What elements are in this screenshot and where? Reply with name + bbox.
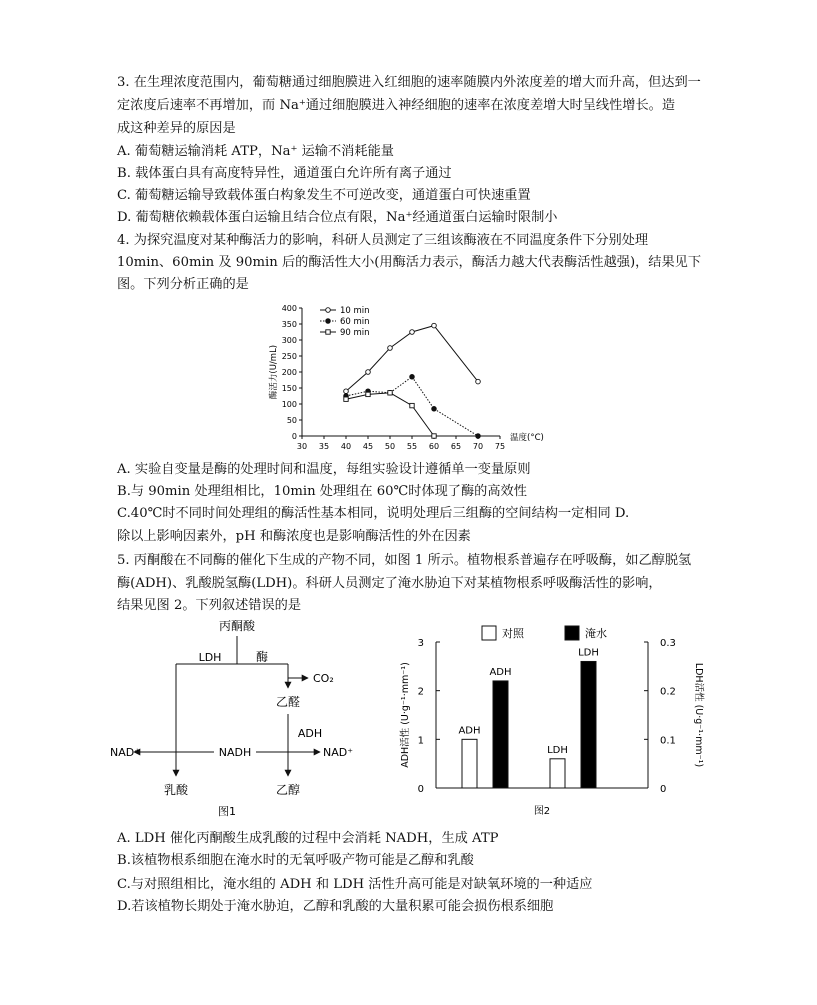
line-chart-legend — [320, 306, 370, 338]
y-tick-label: 400 — [281, 304, 297, 313]
q5-option-a: A. LDH 催化丙酮酸生成乳酸的过程中会消耗 NADH，生成 ATP — [117, 831, 499, 846]
x-tick-label: 35 — [318, 442, 330, 451]
x-tick-label: 30 — [296, 442, 308, 451]
y-tick-label: 250 — [281, 352, 297, 361]
q4-option-b: B.与 90min 处理组相比，10min 处理组在 60℃时体现了酶的高效性 — [117, 484, 527, 499]
q4-option-a: A. 实验自变量是酶的处理时间和温度，每组实验设计遵循单一变量原则 — [117, 462, 531, 477]
y-tick-label: 300 — [281, 336, 297, 345]
bar-ADH-淹水 — [493, 681, 508, 788]
bar-chart-axes — [399, 638, 705, 817]
x-tick-label: 75 — [494, 442, 506, 451]
left-tick-label: 0 — [417, 784, 424, 795]
right-axis-label: LDH活性 (U·g⁻¹·mm⁻¹) — [693, 662, 704, 768]
data-point — [432, 434, 436, 438]
nad-right-label: NAD⁺ — [323, 746, 354, 759]
pyruvate-pathway-diagram — [110, 612, 370, 822]
enzyme-activity-line-chart — [260, 296, 560, 456]
q3-stem-line-3: 成这种差异的原因是 — [117, 121, 236, 136]
lactic-acid-label: 乳酸 — [163, 783, 189, 797]
legend-marker — [326, 330, 330, 334]
bar-chart-bars — [458, 647, 598, 788]
legend-swatch-flooded — [565, 626, 579, 640]
q4-option-d-cont: 除以上影响因素外，pH 和酶浓度也是影响酶活性的外在因素 — [117, 529, 471, 544]
q5-option-d: D.若该植物长期处于淹水胁迫，乙醇和乳酸的大量积累可能会损伤根系细胞 — [117, 899, 554, 914]
data-point — [344, 397, 348, 401]
right-tick-label: 0.1 — [660, 735, 676, 747]
bar-label: LDH — [578, 647, 599, 659]
respiratory-enzyme-bar-chart — [392, 616, 712, 822]
bar-LDH-对照 — [550, 759, 565, 788]
legend-label-flooded: 淹水 — [585, 627, 607, 640]
legend-label: 90 min — [340, 328, 370, 338]
x-tick-label: 60 — [428, 442, 440, 451]
bar-LDH-淹水 — [581, 661, 596, 788]
right-tick-label: 0 — [660, 784, 667, 795]
q4-option-c: C.40℃时不同时间处理组的酶活性基本相同，说明处理后三组酶的空间结构一定相同 D. — [117, 506, 630, 521]
q4-stem-line-1: 4. 为探究温度对某种酶活力的影响，科研人员测定了三组该酶液在不同温度条件下分别处理 — [117, 233, 649, 248]
y-tick-label: 200 — [281, 368, 297, 377]
y-tick-label: 150 — [281, 384, 297, 393]
line-chart-axes — [268, 304, 544, 451]
y-tick-label: 100 — [281, 400, 297, 409]
pyruvate-label: 丙酮酸 — [218, 619, 256, 633]
q5-stem-line-3: 结果见图 2。下列叙述错误的是 — [117, 598, 302, 613]
data-point — [344, 389, 349, 394]
data-point — [476, 379, 481, 384]
data-point — [366, 370, 371, 375]
bar-chart-legend — [482, 626, 607, 640]
q3-option-c: C. 葡萄糖运输导致载体蛋白构象发生不可逆改变，通道蛋白可快速重置 — [117, 188, 531, 203]
bar-label: ADH — [458, 725, 481, 737]
q4-stem-line-2: 10min、60min 及 90min 后的酶活性大小(用酶活力表示，酶活力越大代表酶活性越强)，结果见下 — [117, 255, 702, 270]
figure-2-caption: 图2 — [533, 806, 551, 817]
data-point — [410, 375, 415, 380]
y-axis-label: 酶活力(U/mL) — [269, 344, 279, 400]
q5-stem-line-1: 5. 丙酮酸在不同酶的催化下生成的产物不同，如图 1 所示。植物根系普遍存在呼吸酶，如乙醇脱氢 — [117, 553, 692, 568]
x-tick-label: 50 — [384, 442, 396, 451]
x-tick-label: 70 — [472, 442, 484, 451]
q5-option-b: B.该植物根系细胞在淹水时的无氧呼吸产物可能是乙醇和乳酸 — [117, 853, 474, 868]
nad-left-label: NAD⁺ — [110, 746, 141, 759]
data-point — [410, 403, 414, 407]
legend-label: 60 min — [340, 317, 370, 327]
right-tick-label: 0.2 — [660, 686, 676, 698]
acetaldehyde-label: 乙醛 — [275, 695, 301, 709]
ldh-label: LDH — [198, 651, 222, 664]
data-point — [410, 330, 415, 335]
left-tick-label: 2 — [417, 686, 424, 698]
ethanol-label: 乙醇 — [275, 783, 301, 797]
y-tick-label: 50 — [286, 416, 297, 425]
data-point — [432, 323, 437, 328]
x-tick-label: 40 — [340, 442, 352, 451]
legend-swatch-control — [482, 626, 496, 640]
enzyme-label: 酶 — [255, 650, 269, 664]
x-axis-label: 温度(°C) — [510, 433, 544, 443]
left-tick-label: 1 — [417, 735, 424, 747]
co2-label: CO₂ — [313, 672, 334, 685]
legend-label: 10 min — [340, 306, 370, 316]
x-tick-label: 45 — [362, 442, 374, 451]
q3-stem-line-1: 3. 在生理浓度范围内，葡萄糖通过细胞膜进入红细胞的速率随膜内外浓度差的增大而升高，但达到一 — [117, 75, 701, 90]
bar-label: ADH — [489, 666, 512, 678]
nadh-label: NADH — [218, 746, 252, 759]
q5-stem-line-2: 酶(ADH)、乳酸脱氢酶(LDH)。科研人员测定了淹水胁迫下对某植物根系呼吸酶活性的影响， — [117, 576, 662, 591]
bar-ADH-对照 — [462, 739, 477, 788]
q5-option-c: C.与对照组相比，淹水组的 ADH 和 LDH 活性升高可能是对缺氧环境的一种适应 — [117, 877, 593, 892]
legend-label-control: 对照 — [502, 627, 524, 640]
x-tick-label: 65 — [450, 442, 462, 451]
q3-option-b: B. 载体蛋白具有高度特异性，通道蛋白允许所有离子通过 — [117, 166, 452, 181]
data-point — [432, 407, 437, 412]
y-tick-label: 350 — [281, 320, 297, 329]
legend-marker — [326, 319, 331, 324]
line-chart-series — [344, 323, 481, 438]
bar-label: LDH — [547, 744, 568, 756]
data-point — [388, 391, 392, 395]
q3-stem-line-2: 定浓度后速率不再增加，而 Na⁺通过细胞膜进入神经细胞的速率在浓度差增大时呈线性增长。造 — [117, 98, 676, 113]
data-point — [476, 434, 481, 439]
x-tick-label: 55 — [406, 442, 418, 451]
data-point — [388, 346, 393, 351]
q4-stem-line-3: 图。下列分析正确的是 — [117, 277, 249, 292]
data-point — [366, 392, 370, 396]
adh-label: ADH — [297, 727, 323, 740]
q3-option-d: D. 葡萄糖依赖载体蛋白运输且结合位点有限，Na⁺经通道蛋白运输时限制小 — [117, 210, 558, 225]
series-line-90min — [346, 393, 434, 436]
figure-1-caption: 图1 — [218, 805, 236, 818]
y-tick-label: 0 — [291, 432, 297, 441]
left-axis-label: ADH活性 (U·g⁻¹·mm⁻¹) — [400, 662, 411, 768]
left-tick-label: 3 — [417, 638, 424, 649]
q3-option-a: A. 葡萄糖运输消耗 ATP，Na⁺ 运输不消耗能量 — [117, 144, 394, 159]
right-tick-label: 0.3 — [660, 638, 676, 649]
legend-marker — [326, 308, 331, 313]
